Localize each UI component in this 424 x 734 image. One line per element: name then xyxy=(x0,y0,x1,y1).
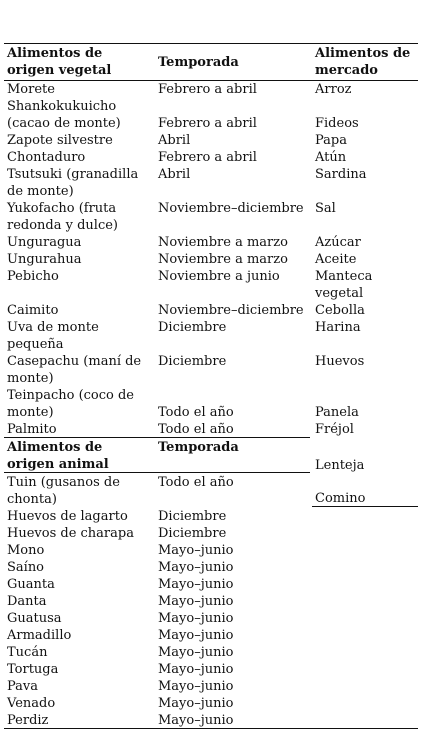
header-market-foods-line2: mercado xyxy=(315,63,378,78)
animal-season-12: Mayo–junio xyxy=(158,679,234,694)
plant-season-7: Noviembre a marzo xyxy=(158,235,288,250)
plant-food-13-line2: monte) xyxy=(7,405,54,420)
animal-season-1: Todo el año xyxy=(158,475,234,490)
market-item-7: Azúcar xyxy=(315,235,361,250)
animal-season-8: Mayo–junio xyxy=(158,611,234,626)
animal-food-4: Mono xyxy=(7,543,45,558)
animal-season-14: Mayo–junio xyxy=(158,713,234,728)
plant-food-11-line2: pequeña xyxy=(7,337,64,352)
plant-season-2: Febrero a abril xyxy=(158,116,257,131)
animal-food-14: Perdiz xyxy=(7,713,49,728)
market-item-10: Cebolla xyxy=(315,303,365,318)
plant-season-3: Abril xyxy=(158,133,191,148)
plant-food-6-line1: Yukofacho (fruta xyxy=(7,201,117,216)
plant-season-8: Noviembre a marzo xyxy=(158,252,288,267)
market-item-3: Papa xyxy=(315,133,347,148)
plant-food-1: Morete xyxy=(7,82,55,97)
market-item-4: Atún xyxy=(315,150,347,165)
animal-season-9: Mayo–junio xyxy=(158,628,234,643)
market-item-12: Huevos xyxy=(315,354,365,369)
animal-food-6: Guanta xyxy=(7,577,55,592)
plant-food-14: Palmito xyxy=(7,422,57,437)
animal-season-4: Mayo–junio xyxy=(158,543,234,558)
plant-food-6 xyxy=(7,200,118,234)
plant-food-2 xyxy=(7,98,121,132)
animal-season-7: Mayo–junio xyxy=(158,594,234,609)
plant-food-8: Ungurahua xyxy=(7,252,82,267)
header-animal-season: Temporada xyxy=(158,440,239,455)
animal-food-1-line1: Tuin (gusanos de xyxy=(7,475,120,490)
plant-food-12 xyxy=(7,353,141,387)
header-market-foods-line1: Alimentos de xyxy=(315,46,411,61)
header-season: Temporada xyxy=(158,55,239,70)
plant-food-3: Zapote silvestre xyxy=(7,133,113,148)
market-item-13: Panela xyxy=(315,405,359,420)
plant-season-4: Febrero a abril xyxy=(158,150,257,165)
animal-season-13: Mayo–junio xyxy=(158,696,234,711)
plant-food-5-line2: de monte) xyxy=(7,184,74,199)
animal-season-6: Mayo–junio xyxy=(158,577,234,592)
animal-food-9: Armadillo xyxy=(7,628,72,643)
header-animal-foods-line1: Alimentos de xyxy=(7,440,103,455)
market-item-8: Aceite xyxy=(315,252,357,267)
market-item-11: Harina xyxy=(315,320,361,335)
plant-season-6: Noviembre–diciembre xyxy=(158,201,304,216)
plant-food-7: Unguragua xyxy=(7,235,82,250)
plant-season-13: Todo el año xyxy=(158,405,234,420)
animal-season-10: Mayo–junio xyxy=(158,645,234,660)
header-plant-foods-line1: Alimentos de xyxy=(7,46,103,61)
plant-food-4: Chontaduro xyxy=(7,150,86,165)
plant-season-14: Todo el año xyxy=(158,422,234,437)
plant-food-6-line2: redonda y dulce) xyxy=(7,218,119,233)
market-item-15: Lenteja xyxy=(315,458,365,473)
animal-food-12: Pava xyxy=(7,679,39,694)
animal-food-5: Saíno xyxy=(7,560,45,575)
animal-food-8: Guatusa xyxy=(7,611,62,626)
market-item-5: Sardina xyxy=(315,167,367,182)
animal-food-10: Tucán xyxy=(7,645,48,660)
market-item-9: Manteca vegetal xyxy=(315,269,373,301)
plant-food-13 xyxy=(7,387,134,421)
animal-food-11: Tortuga xyxy=(7,662,59,677)
header-plant-foods-line2: origen vegetal xyxy=(7,63,112,78)
header-animal-foods xyxy=(7,439,109,473)
animal-food-13: Venado xyxy=(7,696,56,711)
table-top-rule xyxy=(4,43,418,44)
animal-food-2: Huevos de lagarto xyxy=(7,509,128,524)
header-animal-foods-line2: origen animal xyxy=(7,457,109,472)
animal-season-3: Diciembre xyxy=(158,526,227,541)
animal-season-2: Diciembre xyxy=(158,509,227,524)
plant-season-1: Febrero a abril xyxy=(158,82,257,97)
market-item-2: Fideos xyxy=(315,116,359,131)
plant-season-11: Diciembre xyxy=(158,320,227,335)
animal-food-7: Danta xyxy=(7,594,47,609)
market-item-14: Fréjol xyxy=(315,422,354,437)
plant-season-5: Abril xyxy=(158,167,191,182)
market-item-1: Arroz xyxy=(315,82,352,97)
plant-season-10: Noviembre–diciembre xyxy=(158,303,304,318)
header-plant-foods xyxy=(7,45,111,79)
animal-food-3: Huevos de charapa xyxy=(7,526,134,541)
plant-season-9: Noviembre a junio xyxy=(158,269,280,284)
market-item-6: Sal xyxy=(315,201,336,216)
plant-food-10: Caimito xyxy=(7,303,59,318)
animal-season-11: Mayo–junio xyxy=(158,662,234,677)
plant-food-11 xyxy=(7,319,99,353)
plant-season-12: Diciembre xyxy=(158,354,227,369)
plant-food-9: Pebicho xyxy=(7,269,59,284)
plant-food-2-line1: Shankokukuicho xyxy=(7,99,117,114)
animal-season-5: Mayo–junio xyxy=(158,560,234,575)
plant-food-13-line1: Teinpacho (coco de xyxy=(7,388,135,403)
market-item-16: Comino xyxy=(315,491,366,506)
header-market-foods xyxy=(315,45,410,79)
animal-food-1-line2: chonta) xyxy=(7,492,57,507)
plant-food-11-line1: Uva de monte xyxy=(7,320,99,335)
plant-food-2-line2: (cacao de monte) xyxy=(7,116,121,131)
plant-food-12-line2: monte) xyxy=(7,371,54,386)
plant-food-5-line1: Tsutsuki (granadilla xyxy=(7,167,139,182)
animal-food-1 xyxy=(7,474,120,508)
plant-food-5 xyxy=(7,166,138,200)
plant-food-12-line1: Casepachu (maní de xyxy=(7,354,142,369)
